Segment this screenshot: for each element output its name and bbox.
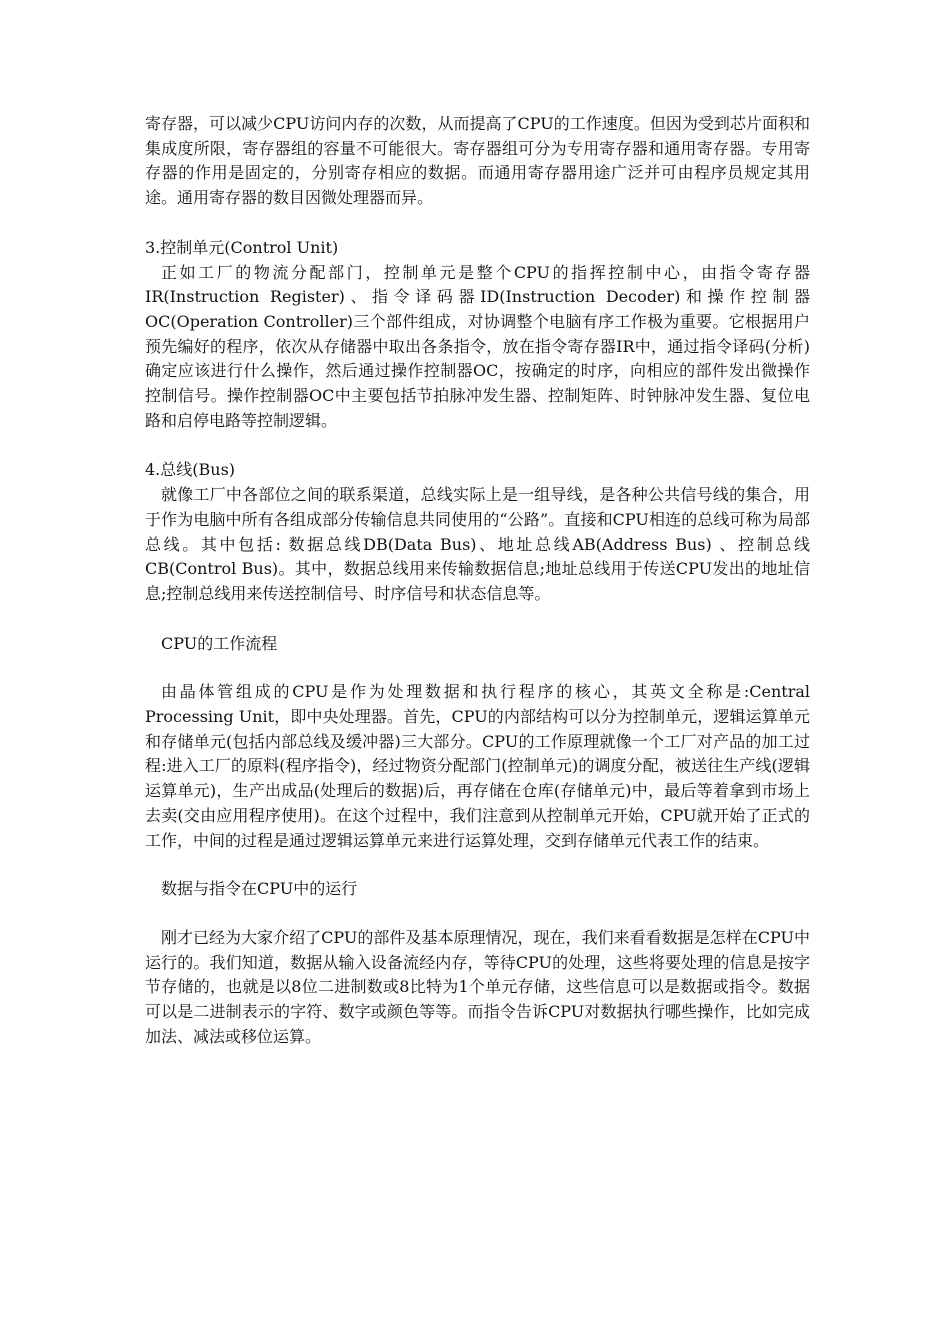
spacer bbox=[145, 211, 810, 236]
spacer bbox=[145, 433, 810, 458]
spacer bbox=[145, 853, 810, 877]
data-instruction-heading: 数据与指令在CPU中的运行 bbox=[161, 879, 358, 899]
registers-paragraph: 寄存器，可以减少CPU访问内存的次数，从而提高了CPU的工作速度。但因为受到芯片面积和集成度所限，寄存器组的容量不可能很大。寄存器组可分为专用寄存器和通用寄存器。专用寄存器的作用是固定的，分别寄存相应的数据。而通用寄存器用途广泛并可由程序员规定其用途。通用寄存器的数目因微处理器而异。 bbox=[145, 114, 810, 208]
workflow-paragraph: 由晶体管组成的CPU是作为处理数据和执行程序的核心，其英文全称是:Central Processing Unit，即中央处理器。首先，CPU的内部结构可以分为控制单元，逻辑运算单元和存储单元(包括内部总线及缓冲器)三大部分。CPU的工作原理就像一个工厂对产品的加工过程:进入工厂的原料(程序指令)，经过物资分配部门(控制单元)的调度分配，被送往生产线(逻辑运算单元)，生产出成品(处理后的数据)后，再存储在仓库(存储单元)中，最后等着拿到市场上去卖(交由应用程序使用)。在这个过程中，我们注意到从控制单元开始，CPU就开始了正式的工作，中间的过程是通过逻辑运算单元来进行运算处理，交到存储单元代表工作的结束。 bbox=[145, 682, 810, 850]
bus-paragraph: 就像工厂中各部位之间的联系渠道，总线实际上是一组导线，是各种公共信号线的集合，用于作为电脑中所有各组成部分传输信息共同使用的“公路”。直接和CPU相连的总线可称为局部总线。其中包括: 数据总线DB(Data Bus)、地址总线AB(Address Bus) 、控制总线CB(Control Bus)。其中，数据总线用来传输数据信息;地址总线用于传送CPU发出的地址信息;控制总线用来传送控制信号、时序信号和状态信息等。 bbox=[145, 485, 810, 603]
document-page bbox=[145, 112, 810, 1050]
workflow-heading: CPU的工作流程 bbox=[161, 633, 278, 653]
spacer bbox=[145, 902, 810, 926]
control-unit-paragraph: 正如工厂的物流分配部门，控制单元是整个CPU的指挥控制中心，由指令寄存器IR(Instruction Register)、指令译码器ID(Instruction Decoder)和操作控制器OC(Operation Controller)三个部件组成，对协调整个电脑有序工作极为重要。它根据用户预先编好的程序，依次从存储器中取出各条指令，放在指令寄存器IR中，通过指令译码(分析)确定应该进行什么操作，然后通过操作控制器OC，按确定的时序，向相应的部件发出微操作控制信号。操作控制器OC中主要包括节拍脉冲发生器、控制矩阵、时钟脉冲发生器、复位电路和启停电路等控制逻辑。 bbox=[145, 262, 810, 430]
spacer bbox=[145, 607, 810, 632]
control-unit-heading: 3.控制单元(Control Unit) bbox=[145, 237, 339, 257]
data-instruction-paragraph: 刚才已经为大家介绍了CPU的部件及基本原理情况，现在，我们来看看数据是怎样在CPU中运行的。我们知道，数据从输入设备流经内存，等待CPU的处理，这些将要处理的信息是按字节存储的，也就是以8位二进制数或8比特为1个单元存储，这些信息可以是数据或指令。数据可以是二进制表示的字符、数字或颜色等等。而指令告诉CPU对数据执行哪些操作，比如完成加法、减法或移位运算。 bbox=[145, 927, 810, 1046]
bus-heading: 4.总线(Bus) bbox=[145, 460, 236, 480]
spacer bbox=[145, 656, 810, 680]
